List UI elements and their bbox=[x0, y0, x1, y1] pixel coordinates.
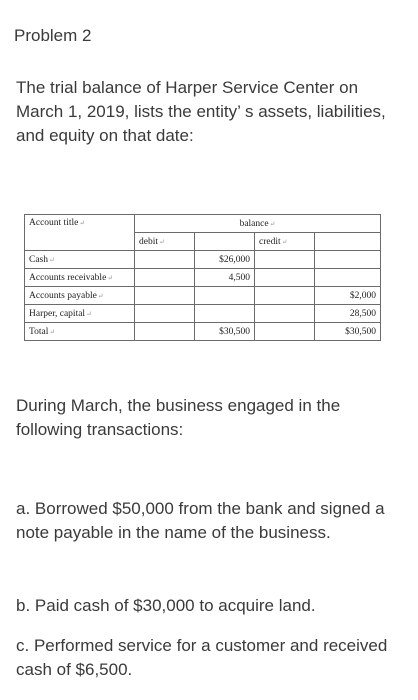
trial-balance-table bbox=[24, 214, 381, 341]
account-cell bbox=[25, 269, 135, 287]
table-row-total bbox=[25, 323, 381, 341]
account-cell bbox=[25, 251, 135, 269]
header-balance: balance bbox=[239, 218, 269, 229]
table-row bbox=[25, 305, 381, 323]
empty-cell bbox=[255, 269, 315, 287]
header-credit: credit bbox=[259, 236, 281, 247]
credit-cell bbox=[315, 251, 381, 269]
header-spacer-cell bbox=[315, 233, 381, 251]
debit-value: $30,500 bbox=[219, 326, 250, 337]
header-credit-cell bbox=[255, 233, 315, 251]
credit-value: 28,500 bbox=[349, 308, 377, 319]
debit-cell bbox=[195, 305, 255, 323]
header-account-title-cell bbox=[25, 215, 135, 251]
header-debit-cell bbox=[135, 233, 195, 251]
account-name: Accounts payable bbox=[29, 290, 97, 301]
paragraph-mark-icon: ↵ bbox=[86, 309, 92, 318]
transaction-c: c. Performed service for a customer and received cash of $6,500. bbox=[16, 636, 388, 679]
paragraph-mark-icon: ↵ bbox=[97, 291, 104, 300]
empty-cell bbox=[135, 305, 195, 323]
debit-cell bbox=[195, 251, 255, 269]
table-row bbox=[25, 287, 381, 305]
header-spacer-cell bbox=[195, 233, 255, 251]
empty-cell bbox=[135, 269, 195, 287]
header-balance-cell bbox=[135, 215, 381, 233]
table-row bbox=[25, 269, 381, 287]
credit-value: $2,000 bbox=[349, 290, 377, 301]
paragraph-mark-icon: ↵ bbox=[107, 273, 114, 282]
credit-cell bbox=[315, 323, 381, 341]
account-name: Total bbox=[29, 326, 49, 337]
empty-cell bbox=[255, 251, 315, 269]
problem-title: Problem 2 bbox=[14, 26, 92, 45]
header-account-title: Account title bbox=[29, 218, 79, 228]
empty-cell bbox=[255, 323, 315, 341]
credit-cell bbox=[315, 287, 381, 305]
empty-cell bbox=[135, 323, 195, 341]
paragraph-mark-icon: ↵ bbox=[79, 219, 86, 227]
intro-paragraph: The trial balance of Harper Service Center on March 1, 2019, lists the entity’ s assets, liabilities, and equity on that date: bbox=[16, 78, 386, 145]
debit-value: 4,500 bbox=[228, 272, 250, 283]
empty-cell bbox=[255, 287, 315, 305]
trial-balance-table-wrapper bbox=[24, 214, 380, 341]
during-paragraph: During March, the business engaged in the following transactions: bbox=[16, 396, 341, 439]
debit-cell bbox=[195, 323, 255, 341]
empty-cell bbox=[255, 305, 315, 323]
paragraph-mark-icon: ↵ bbox=[269, 219, 276, 228]
credit-cell bbox=[315, 305, 381, 323]
account-name: Harper, capital bbox=[29, 308, 86, 319]
debit-value: $26,000 bbox=[219, 254, 250, 265]
paragraph-mark-icon: ↵ bbox=[281, 237, 288, 246]
debit-cell bbox=[195, 287, 255, 305]
table-header-row-1 bbox=[25, 215, 381, 233]
credit-cell bbox=[315, 269, 381, 287]
paragraph-mark-icon: ↵ bbox=[49, 255, 55, 264]
transaction-b: b. Paid cash of $30,000 to acquire land. bbox=[16, 596, 316, 615]
credit-value: $30,500 bbox=[345, 326, 377, 337]
account-cell bbox=[25, 323, 135, 341]
header-debit: debit bbox=[139, 236, 158, 247]
transaction-a: a. Borrowed $50,000 from the bank and signed a note payable in the name of the business. bbox=[16, 499, 385, 542]
account-name: Accounts receivable bbox=[29, 272, 107, 283]
paragraph-mark-icon: ↵ bbox=[49, 327, 56, 336]
paragraph-mark-icon: ↵ bbox=[159, 237, 165, 246]
account-name: Cash bbox=[29, 254, 48, 265]
account-cell bbox=[25, 287, 135, 305]
table-row bbox=[25, 251, 381, 269]
empty-cell bbox=[135, 251, 195, 269]
account-cell bbox=[25, 305, 135, 323]
empty-cell bbox=[135, 287, 195, 305]
debit-cell bbox=[195, 269, 255, 287]
